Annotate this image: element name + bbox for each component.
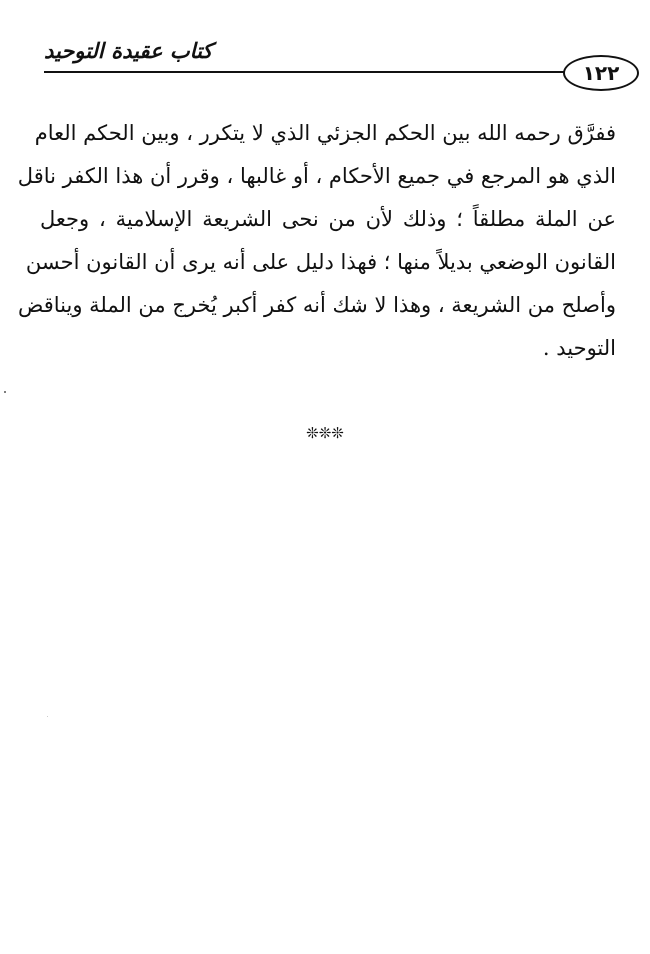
- text-line: عن الملة مطلقاً ؛ وذلك لأن من نحى الشريعة الإسلامية ، وجعل: [40, 207, 616, 231]
- scan-speck: [4, 391, 6, 393]
- body-paragraph: [17, 112, 616, 370]
- header-rule: [44, 71, 564, 73]
- text-line: القانون الوضعي بديلاً منها ؛ فهذا دليل على أنه يرى أن القانون أحسن: [25, 250, 616, 274]
- section-separator: ❊❊❊: [306, 424, 344, 442]
- text-line: التوحيد .: [542, 336, 616, 360]
- scan-speck: [47, 716, 48, 717]
- text-line: الذي هو المرجع في جميع الأحكام ، أو غالبها ، وقرر أن هذا الكفر ناقل: [17, 164, 616, 188]
- text-line: وأصلح من الشريعة ، وهذا لا شك أنه كفر أكبر يُخرج من الملة ويناقض: [18, 293, 616, 317]
- text-line: ففرَّق رحمه الله بين الحكم الجزئي الذي لا يتكرر ، وبين الحكم العام: [34, 121, 616, 145]
- running-title: كتاب عقيدة التوحيد: [44, 39, 213, 63]
- page-number: ١٢٢: [563, 55, 639, 91]
